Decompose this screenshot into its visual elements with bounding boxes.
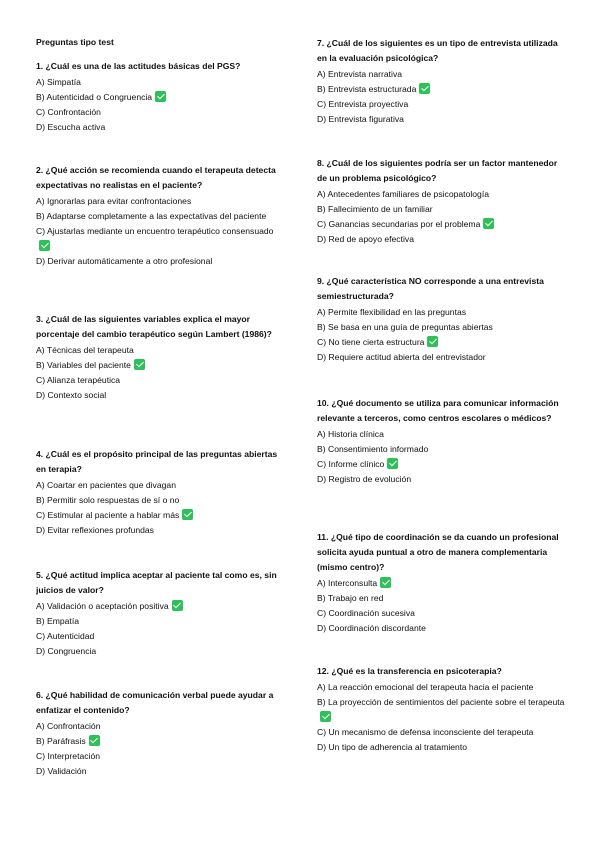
check-mark-icon: [483, 218, 494, 229]
answer-option: [36, 734, 284, 749]
question-block: [36, 568, 284, 659]
option-label: D) Red de apoyo efectiva: [317, 234, 414, 244]
answer-option: [317, 621, 567, 636]
option-label: D) Evitar reflexiones profundas: [36, 525, 154, 535]
option-label: D) Validación: [36, 766, 87, 776]
option-label: A) Permite flexibilidad en las preguntas: [317, 307, 467, 317]
option-label: B) Entrevista estructurada: [317, 84, 417, 94]
option-label: D) Congruencia: [36, 646, 97, 656]
answer-option: [317, 97, 567, 112]
answer-option: [317, 740, 567, 755]
answer-option: [36, 209, 284, 224]
option-label: B) Paráfrasis: [36, 736, 86, 746]
page-title: Preguntas tipo test: [36, 37, 114, 47]
option-label: A) Historia clínica: [317, 429, 384, 439]
answer-option: [317, 457, 567, 472]
answer-option: [317, 427, 567, 442]
answer-option: [317, 335, 567, 350]
answer-option: [317, 112, 567, 127]
answer-option: [36, 75, 284, 90]
option-label: A) Técnicas del terapeuta: [36, 345, 134, 355]
option-label: B) Consentimiento informado: [317, 444, 429, 454]
option-label: B) Adaptarse completamente a las expectativas del paciente: [36, 211, 267, 221]
option-label: C) Coordinación sucesiva: [317, 608, 415, 618]
answer-options: [317, 680, 567, 755]
option-label: B) Empatía: [36, 616, 79, 626]
option-label: B) Permitir solo respuestas de sí o no: [36, 495, 180, 505]
option-label: B) Variables del paciente: [36, 360, 131, 370]
option-label: A) Entrevista narrativa: [317, 69, 403, 79]
answer-option: [36, 90, 284, 105]
answer-option: [36, 614, 284, 629]
question-block: [317, 156, 567, 247]
option-label: B) Trabajo en red: [317, 593, 384, 603]
check-mark-icon: [134, 359, 145, 370]
option-label: C) Estimular al paciente a hablar más: [36, 510, 180, 520]
answer-option: [317, 680, 567, 695]
answer-option: [36, 478, 284, 493]
answer-option: [36, 644, 284, 659]
option-label: D) Requiere actitud abierta del entrevistador: [317, 352, 486, 362]
option-label: A) La reacción emocional del terapeuta hacia el paciente: [317, 682, 534, 692]
answer-options: [36, 599, 284, 659]
answer-option: [36, 764, 284, 779]
option-label: C) Informe clínico: [317, 459, 385, 469]
answer-option: [317, 695, 567, 725]
answer-options: [317, 305, 567, 365]
question-block: [36, 688, 284, 779]
check-mark-icon: [387, 458, 398, 469]
answer-option: [36, 105, 284, 120]
option-label: B) Autenticidad o Congruencia: [36, 92, 153, 102]
option-label: A) Simpatía: [36, 77, 81, 87]
answer-option: [36, 194, 284, 209]
option-label: D) Derivar automáticamente a otro profesional: [36, 256, 213, 266]
question-block: [36, 312, 284, 403]
option-label: A) Interconsulta: [317, 578, 378, 588]
answer-options: [317, 576, 567, 636]
answer-option: [317, 472, 567, 487]
question-block: [317, 396, 567, 487]
answer-options: [36, 719, 284, 779]
option-label: D) Registro de evolución: [317, 474, 412, 484]
answer-options: [317, 427, 567, 487]
answer-option: [36, 224, 284, 254]
answer-option: [317, 305, 567, 320]
question-text: 1. ¿Cuál es una de las actitudes básicas del PGS?: [36, 61, 241, 71]
question-text: 9. ¿Qué característica NO corresponde a una entrevista semiestructurada?: [317, 276, 544, 301]
answer-option: [36, 523, 284, 538]
answer-option: [36, 749, 284, 764]
answer-options: [36, 343, 284, 403]
option-label: C) Autenticidad: [36, 631, 95, 641]
answer-option: [36, 120, 284, 135]
answer-option: [36, 508, 284, 523]
question-text: 5. ¿Qué actitud implica aceptar al paciente tal como es, sin juicios de valor?: [36, 570, 277, 595]
option-label: A) Ignorarlas para evitar confrontaciones: [36, 196, 192, 206]
check-mark-icon: [39, 240, 50, 251]
question-block: [317, 36, 567, 127]
check-mark-icon: [89, 735, 100, 746]
option-label: D) Escucha activa: [36, 122, 106, 132]
answer-option: [36, 388, 284, 403]
option-label: C) Alianza terapéutica: [36, 375, 121, 385]
answer-options: [36, 194, 284, 269]
answer-option: [317, 320, 567, 335]
question-text: 4. ¿Cuál es el propósito principal de las preguntas abiertas en terapia?: [36, 449, 278, 474]
answer-option: [317, 202, 567, 217]
answer-options: [36, 75, 284, 135]
option-label: D) Entrevista figurativa: [317, 114, 404, 124]
answer-option: [317, 442, 567, 457]
option-label: C) Confrontación: [36, 107, 101, 117]
question-block: [36, 163, 284, 269]
answer-option: [317, 350, 567, 365]
option-label: C) Entrevista proyectiva: [317, 99, 409, 109]
question-block: [317, 530, 567, 636]
check-mark-icon: [419, 83, 430, 94]
option-label: C) Ganancias secundarias por el problema: [317, 219, 481, 229]
answer-option: [36, 358, 284, 373]
option-label: B) La proyección de sentimientos del paciente sobre el terapeuta: [317, 697, 565, 707]
option-label: A) Confrontación: [36, 721, 101, 731]
answer-option: [36, 343, 284, 358]
option-label: B) Se basa en una guía de preguntas abiertas: [317, 322, 493, 332]
question-text: 7. ¿Cuál de los siguientes es un tipo de entrevista utilizada en la evaluación psicológica?: [317, 38, 558, 63]
option-label: D) Contexto social: [36, 390, 107, 400]
question-block: [317, 664, 567, 755]
answer-option: [36, 493, 284, 508]
question-text: 3. ¿Cuál de las siguientes variables explica el mayor porcentaje del cambio terapéutico según Lambert (1986)?: [36, 314, 272, 339]
check-mark-icon: [320, 711, 331, 722]
option-label: C) No tiene cierta estructura: [317, 337, 425, 347]
question-text: 6. ¿Qué habilidad de comunicación verbal puede ayudar a enfatizar el contenido?: [36, 690, 274, 715]
check-mark-icon: [427, 336, 438, 347]
question-text: 10. ¿Qué documento se utiliza para comunicar información relevante a terceros, como centros escolares o médicos?: [317, 398, 559, 423]
option-label: B) Fallecimiento de un familiar: [317, 204, 433, 214]
option-label: D) Coordinación discordante: [317, 623, 426, 633]
question-block: [36, 447, 284, 538]
answer-option: [317, 67, 567, 82]
check-mark-icon: [172, 600, 183, 611]
check-mark-icon: [380, 577, 391, 588]
answer-option: [317, 576, 567, 591]
answer-option: [317, 606, 567, 621]
question-text: 11. ¿Qué tipo de coordinación se da cuando un profesional solicita ayuda puntual a otro de manera complementaria (mismo centro)?: [317, 532, 559, 572]
answer-option: [36, 629, 284, 644]
answer-options: [317, 187, 567, 247]
option-label: D) Un tipo de adherencia al tratamiento: [317, 742, 467, 752]
answer-option: [317, 217, 567, 232]
check-mark-icon: [182, 509, 193, 520]
answer-option: [36, 373, 284, 388]
question-block: [317, 274, 567, 365]
answer-option: [36, 599, 284, 614]
question-text: 2. ¿Qué acción se recomienda cuando el terapeuta detecta expectativas no realistas en el paciente?: [36, 165, 276, 190]
option-label: A) Antecedentes familiares de psicopatología: [317, 189, 489, 199]
option-label: C) Interpretación: [36, 751, 101, 761]
answer-option: [317, 82, 567, 97]
answer-option: [317, 187, 567, 202]
answer-option: [317, 232, 567, 247]
answer-options: [36, 478, 284, 538]
answer-options: [317, 67, 567, 127]
option-label: C) Un mecanismo de defensa inconsciente del terapeuta: [317, 727, 534, 737]
answer-option: [36, 254, 284, 269]
check-mark-icon: [155, 91, 166, 102]
answer-option: [317, 725, 567, 740]
option-label: A) Validación o aceptación positiva: [36, 601, 169, 611]
question-block: [36, 59, 284, 135]
answer-option: [36, 719, 284, 734]
question-text: 12. ¿Qué es la transferencia en psicoterapia?: [317, 666, 502, 676]
option-label: C) Ajustarlas mediante un encuentro terapéutico consensuado: [36, 226, 274, 236]
answer-option: [317, 591, 567, 606]
question-text: 8. ¿Cuál de los siguientes podría ser un factor mantenedor de un problema psicológico?: [317, 158, 558, 183]
option-label: A) Coartar en pacientes que divagan: [36, 480, 176, 490]
